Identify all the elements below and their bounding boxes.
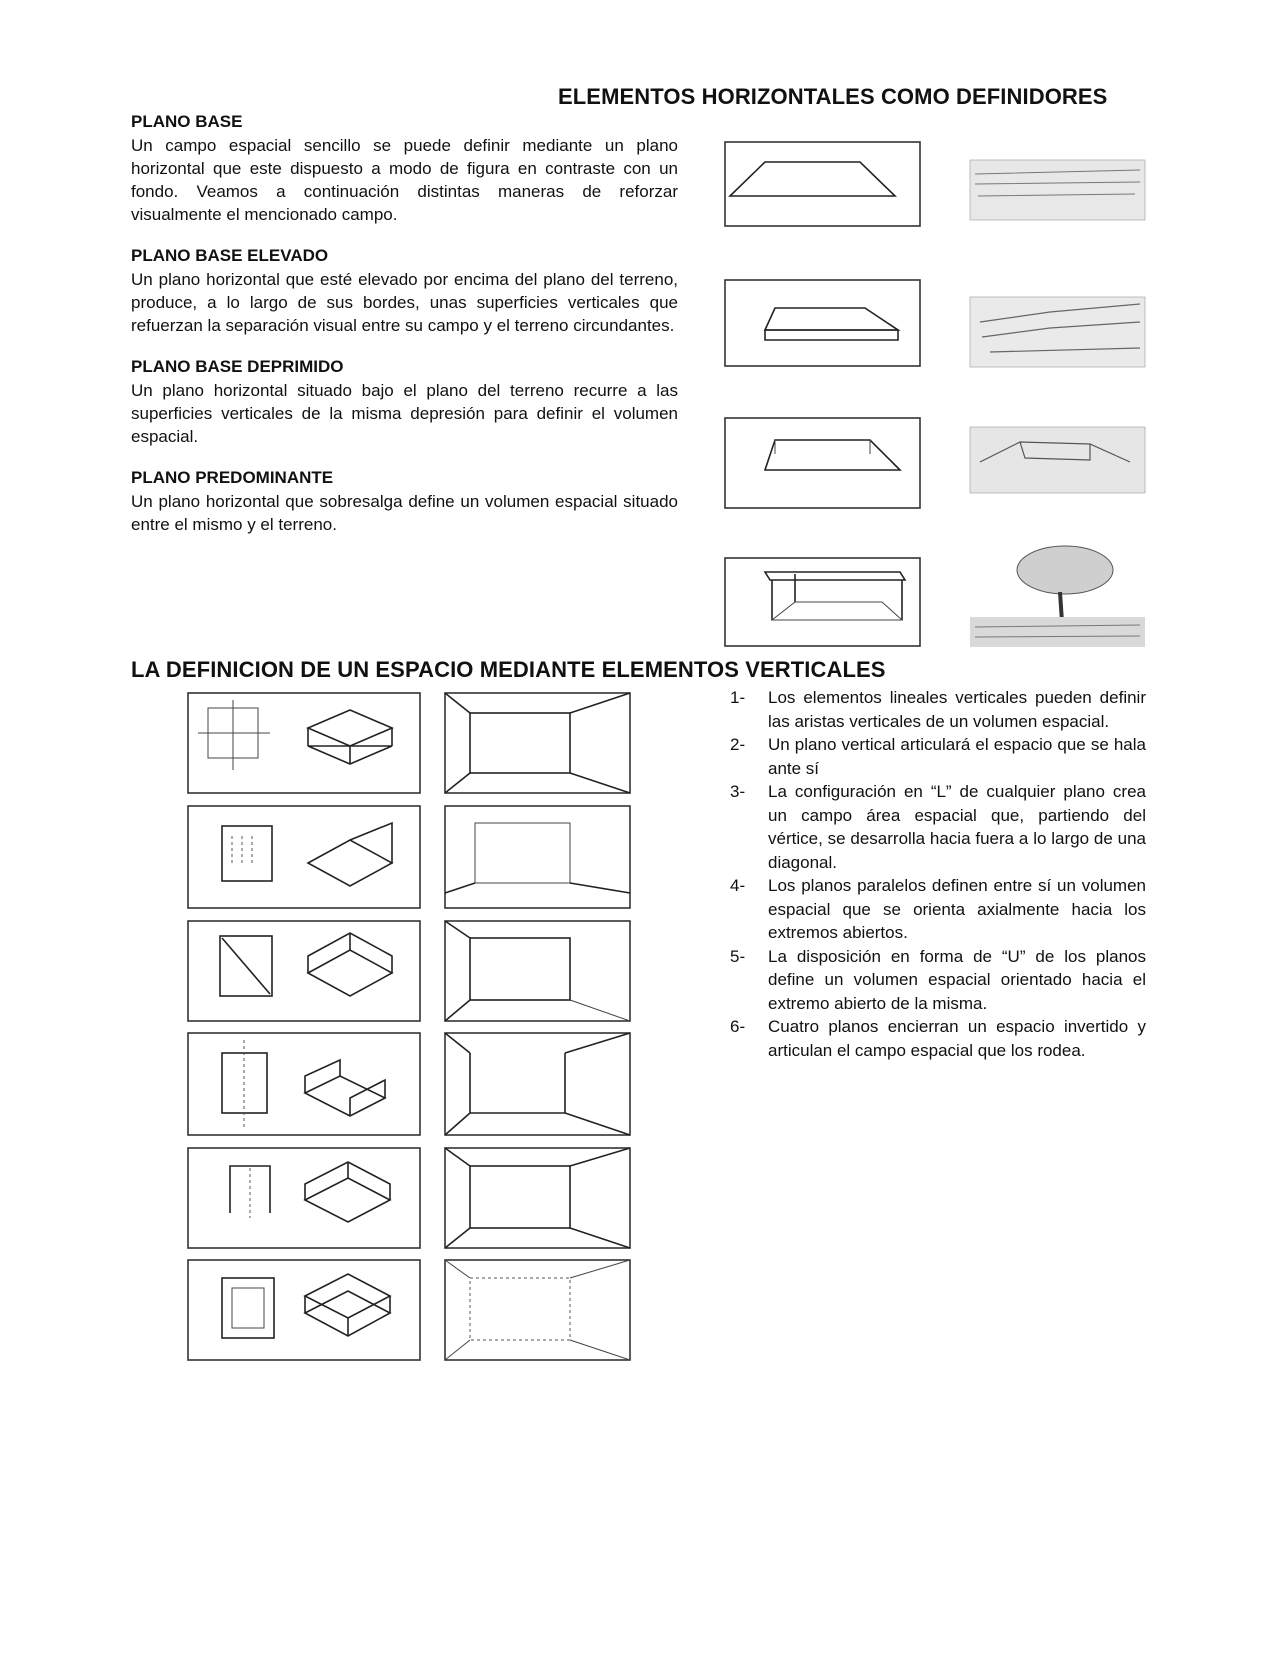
list-item-number: 6- (730, 1017, 746, 1036)
tree-sketch (970, 546, 1145, 647)
plano-base-elevado-block (131, 246, 678, 337)
plano-predominante-body: Un plano horizontal que sobresalga define un volumen espacial situado entre el mismo y el terreno. (131, 492, 678, 534)
list-item-text: Un plano vertical articulará el espacio que se hala ante sí (768, 735, 1146, 778)
list-item-text: Cuatro planos encierran un espacio invertido y articulan el campo espacial que los rodea. (768, 1017, 1146, 1060)
list-item (730, 874, 1146, 945)
list-item-text: Los planos paralelos definen entre sí un volumen espacial que se orienta axialmente hacia los extremos abiertos. (768, 876, 1146, 942)
vertical-illustrations (180, 688, 640, 1388)
list-item-number: 5- (730, 946, 746, 966)
plano-base-deprimido-block (131, 357, 678, 448)
horizontal-illustrations (720, 122, 1150, 652)
list-item-number: 3- (730, 782, 746, 801)
plano-base-title: PLANO BASE (131, 112, 243, 131)
plano-predominante-title: PLANO PREDOMINANTE (131, 468, 334, 487)
single-plane-perspective (445, 806, 630, 908)
list-item-number: 4- (730, 876, 746, 895)
linear-elements-perspective (445, 693, 630, 793)
section-title-horizontal: ELEMENTOS HORIZONTALES COMO DEFINIDORES (558, 84, 1108, 109)
parallel-planes-perspective (445, 1033, 630, 1135)
plano-base-body: Un campo espacial sencillo se puede definir mediante un plano horizontal que este dispuesto a modo de figura en contraste con un fondo. Veamos a continuación distintas maneras de reforzar visualmente el mencionado campo. (131, 136, 678, 224)
plano-base-elevado-diagram (725, 280, 920, 366)
u-configuration-diagram (188, 1148, 420, 1248)
plano-predominante-diagram (725, 558, 920, 646)
section-title-vertical: LA DEFINICION DE UN ESPACIO MEDIANTE ELEMENTOS VERTICALES (131, 657, 886, 682)
list-item-text: La disposición en forma de “U” de los planos define un volumen espacial orientado hacia el extremo abierto de la misma. (768, 946, 1146, 1013)
list-item (730, 1015, 1146, 1062)
plano-base-elevado-sketch (970, 297, 1145, 367)
list-item-number: 1- (730, 688, 746, 707)
list-item-number: 2- (730, 735, 746, 754)
list-item (730, 945, 1146, 1016)
l-configuration-perspective (445, 921, 630, 1021)
u-configuration-perspective (445, 1148, 630, 1248)
plano-base-deprimido-diagram (725, 418, 920, 508)
plano-base-deprimido-body: Un plano horizontal situado bajo el plano del terreno recurre a las superficies verticales de la misma depresión para definir el volumen espacial. (131, 381, 678, 446)
plano-predominante-block (131, 468, 678, 536)
plano-base-deprimido-title: PLANO BASE DEPRIMIDO (131, 357, 344, 376)
list-item-text: Los elementos lineales verticales pueden definir las aristas verticales de un volumen espacial. (768, 688, 1146, 731)
four-planes-diagram (188, 1260, 420, 1360)
list-item (730, 780, 1146, 874)
l-configuration-diagram (188, 921, 420, 1021)
plano-base-sketch (970, 160, 1145, 220)
plano-base-block (131, 112, 678, 226)
plano-base-deprimido-sketch (970, 427, 1145, 493)
parallel-planes-diagram (188, 1033, 420, 1135)
plano-base-diagram (725, 142, 920, 226)
horizontal-elements-text (131, 112, 678, 556)
plano-base-elevado-title: PLANO BASE ELEVADO (131, 246, 329, 265)
list-item (730, 686, 1146, 733)
single-plane-diagram (188, 806, 420, 908)
four-planes-perspective (445, 1260, 630, 1360)
plano-base-elevado-body: Un plano horizontal que esté elevado por encima del plano del terreno, produce, a lo largo de sus bordes, unas superficies verticales que refuerzan la separación visual entre su campo y el terreno circundantes. (131, 270, 678, 335)
linear-elements-diagram (188, 693, 420, 793)
list-item-text: La configuración en “L” de cualquier plano crea un campo área espacial que, partiendo del vértice, se desarrolla hacia fuera a lo largo de una diagonal. (768, 782, 1146, 872)
list-item (730, 733, 1146, 780)
vertical-elements-list (730, 686, 1146, 1062)
